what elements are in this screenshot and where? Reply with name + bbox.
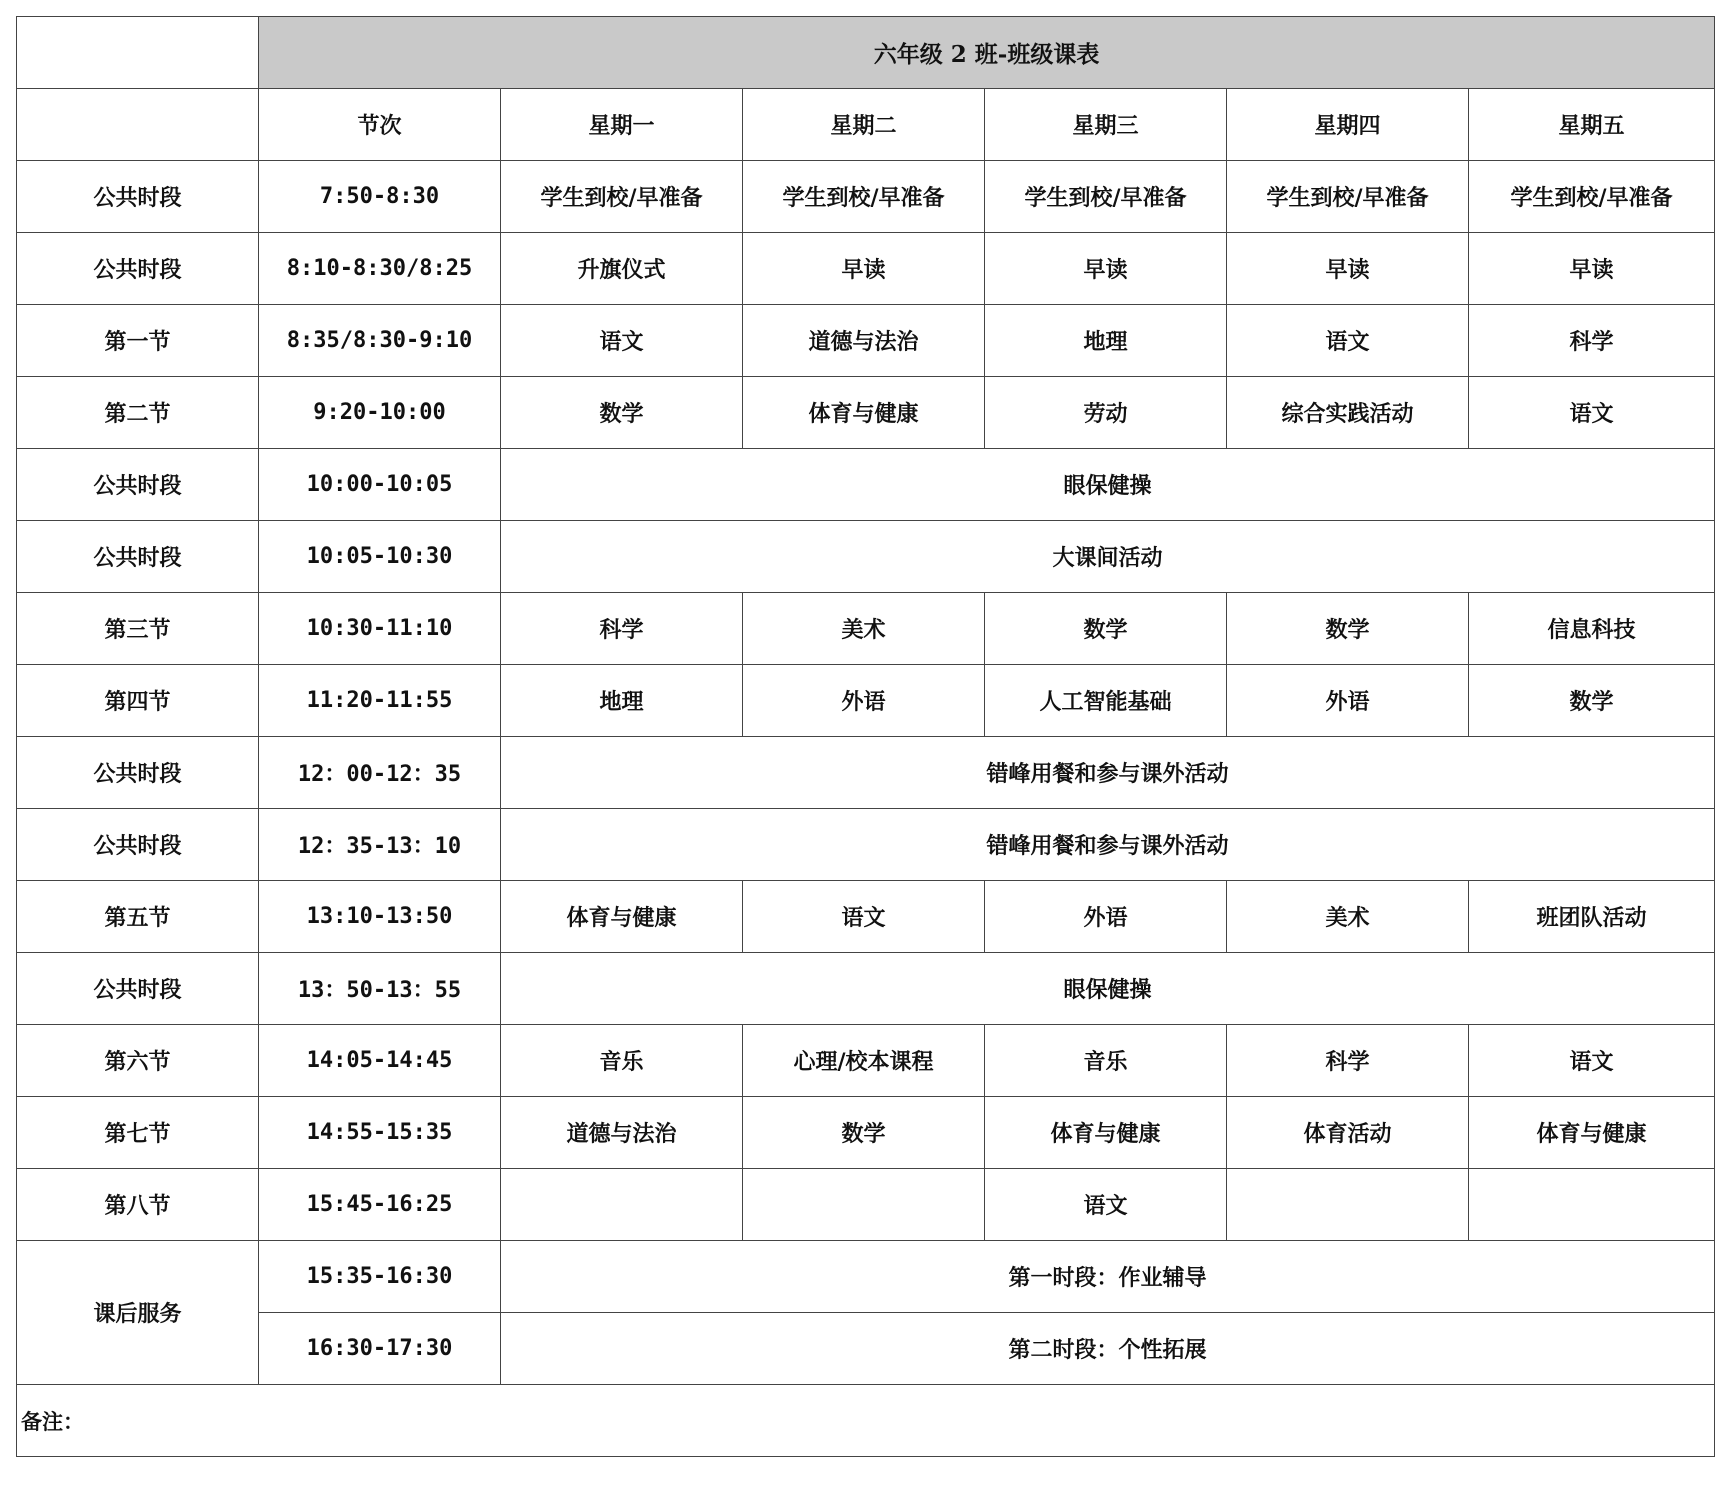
course-cell: 美术: [1227, 881, 1469, 953]
schedule-row: [17, 665, 1715, 737]
course-cell: [1227, 1169, 1469, 1241]
period-label: 公共时段: [17, 521, 259, 593]
corner-cell: [17, 17, 259, 89]
time-cell: 14:55-15:35: [259, 1097, 501, 1169]
time-cell: 8:35/8:30-9:10: [259, 305, 501, 377]
activity-span-cell: 错峰用餐和参与课外活动: [501, 809, 1715, 881]
header-blank-cell: [17, 89, 259, 161]
period-label: 第二节: [17, 377, 259, 449]
course-cell: 地理: [501, 665, 743, 737]
header-monday: 星期一: [501, 89, 743, 161]
course-cell: 班团队活动: [1469, 881, 1715, 953]
class-schedule-table: [16, 16, 1715, 1457]
course-cell: 升旗仪式: [501, 233, 743, 305]
time-cell: 10:05-10:30: [259, 521, 501, 593]
course-cell: 人工智能基础: [985, 665, 1227, 737]
course-cell: 体育与健康: [1469, 1097, 1715, 1169]
course-cell: 语文: [743, 881, 985, 953]
time-cell: 14:05-14:45: [259, 1025, 501, 1097]
activity-span-cell: 错峰用餐和参与课外活动: [501, 737, 1715, 809]
course-cell: 综合实践活动: [1227, 377, 1469, 449]
period-label: 公共时段: [17, 953, 259, 1025]
time-cell: 11:20-11:55: [259, 665, 501, 737]
time-cell: 13:10-13:50: [259, 881, 501, 953]
schedule-sheet: [16, 16, 1714, 1457]
time-cell: 12：00-12：35: [259, 737, 501, 809]
schedule-row: [17, 305, 1715, 377]
course-cell: 体育活动: [1227, 1097, 1469, 1169]
notes-label: 备注：: [17, 1385, 1715, 1457]
schedule-row: [17, 1169, 1715, 1241]
course-cell: 心理/校本课程: [743, 1025, 985, 1097]
period-label: 第一节: [17, 305, 259, 377]
time-cell: 13：50-13：55: [259, 953, 501, 1025]
course-cell: 外语: [985, 881, 1227, 953]
course-cell: 数学: [743, 1097, 985, 1169]
course-cell: 早读: [1227, 233, 1469, 305]
schedule-row: [17, 881, 1715, 953]
course-cell: 早读: [1469, 233, 1715, 305]
period-label: 第六节: [17, 1025, 259, 1097]
course-cell: 学生到校/早准备: [743, 161, 985, 233]
course-cell: 早读: [743, 233, 985, 305]
schedule-row: [17, 1025, 1715, 1097]
course-cell: 科学: [1227, 1025, 1469, 1097]
course-cell: 学生到校/早准备: [985, 161, 1227, 233]
course-cell: 科学: [501, 593, 743, 665]
course-cell: 体育与健康: [501, 881, 743, 953]
period-label: 公共时段: [17, 809, 259, 881]
course-cell: [743, 1169, 985, 1241]
period-label: 公共时段: [17, 233, 259, 305]
schedule-row: [17, 1097, 1715, 1169]
time-cell: 9:20-10:00: [259, 377, 501, 449]
title-row: [17, 17, 1715, 89]
course-cell: 数学: [1469, 665, 1715, 737]
after-school-time: 15:35-16:30: [259, 1241, 501, 1313]
course-cell: 音乐: [985, 1025, 1227, 1097]
course-cell: 早读: [985, 233, 1227, 305]
after-school-time: 16:30-17:30: [259, 1313, 501, 1385]
schedule-row: [17, 233, 1715, 305]
course-cell: 信息科技: [1469, 593, 1715, 665]
course-cell: 道德与法治: [501, 1097, 743, 1169]
header-row: [17, 89, 1715, 161]
after-school-activity: 第一时段：作业辅导: [501, 1241, 1715, 1313]
course-cell: 音乐: [501, 1025, 743, 1097]
activity-span-cell: 眼保健操: [501, 449, 1715, 521]
schedule-row: [17, 809, 1715, 881]
schedule-row: [17, 593, 1715, 665]
after-school-label: 课后服务: [17, 1241, 259, 1385]
course-cell: 外语: [743, 665, 985, 737]
course-cell: 外语: [1227, 665, 1469, 737]
course-cell: 体育与健康: [985, 1097, 1227, 1169]
course-cell: 道德与法治: [743, 305, 985, 377]
schedule-row: [17, 377, 1715, 449]
course-cell: 语文: [1469, 377, 1715, 449]
activity-span-cell: 大课间活动: [501, 521, 1715, 593]
course-cell: 数学: [1227, 593, 1469, 665]
schedule-row: [17, 953, 1715, 1025]
course-cell: 美术: [743, 593, 985, 665]
schedule-title: 六年级 2 班-班级课表: [259, 17, 1715, 89]
period-label: 第七节: [17, 1097, 259, 1169]
period-label: 第三节: [17, 593, 259, 665]
after-school-row: [17, 1241, 1715, 1313]
time-cell: 15:45-16:25: [259, 1169, 501, 1241]
course-cell: 语文: [1227, 305, 1469, 377]
course-cell: 科学: [1469, 305, 1715, 377]
period-label: 公共时段: [17, 737, 259, 809]
schedule-row: [17, 161, 1715, 233]
period-label: 第八节: [17, 1169, 259, 1241]
time-cell: 7:50-8:30: [259, 161, 501, 233]
course-cell: 学生到校/早准备: [1469, 161, 1715, 233]
header-friday: 星期五: [1469, 89, 1715, 161]
course-cell: 体育与健康: [743, 377, 985, 449]
header-period: 节次: [259, 89, 501, 161]
header-thursday: 星期四: [1227, 89, 1469, 161]
time-cell: 12：35-13：10: [259, 809, 501, 881]
after-school-row: [17, 1313, 1715, 1385]
course-cell: [1469, 1169, 1715, 1241]
course-cell: 学生到校/早准备: [501, 161, 743, 233]
after-school-activity: 第二时段：个性拓展: [501, 1313, 1715, 1385]
course-cell: 地理: [985, 305, 1227, 377]
course-cell: 数学: [501, 377, 743, 449]
course-cell: [501, 1169, 743, 1241]
course-cell: 学生到校/早准备: [1227, 161, 1469, 233]
course-cell: 劳动: [985, 377, 1227, 449]
period-label: 公共时段: [17, 161, 259, 233]
period-label: 第四节: [17, 665, 259, 737]
schedule-row: [17, 449, 1715, 521]
header-wednesday: 星期三: [985, 89, 1227, 161]
time-cell: 10:30-11:10: [259, 593, 501, 665]
course-cell: 语文: [1469, 1025, 1715, 1097]
header-tuesday: 星期二: [743, 89, 985, 161]
schedule-row: [17, 521, 1715, 593]
course-cell: 语文: [985, 1169, 1227, 1241]
activity-span-cell: 眼保健操: [501, 953, 1715, 1025]
schedule-row: [17, 737, 1715, 809]
course-cell: 数学: [985, 593, 1227, 665]
course-cell: 语文: [501, 305, 743, 377]
notes-row: [17, 1385, 1715, 1457]
time-cell: 8:10-8:30/8:25: [259, 233, 501, 305]
period-label: 公共时段: [17, 449, 259, 521]
period-label: 第五节: [17, 881, 259, 953]
time-cell: 10:00-10:05: [259, 449, 501, 521]
